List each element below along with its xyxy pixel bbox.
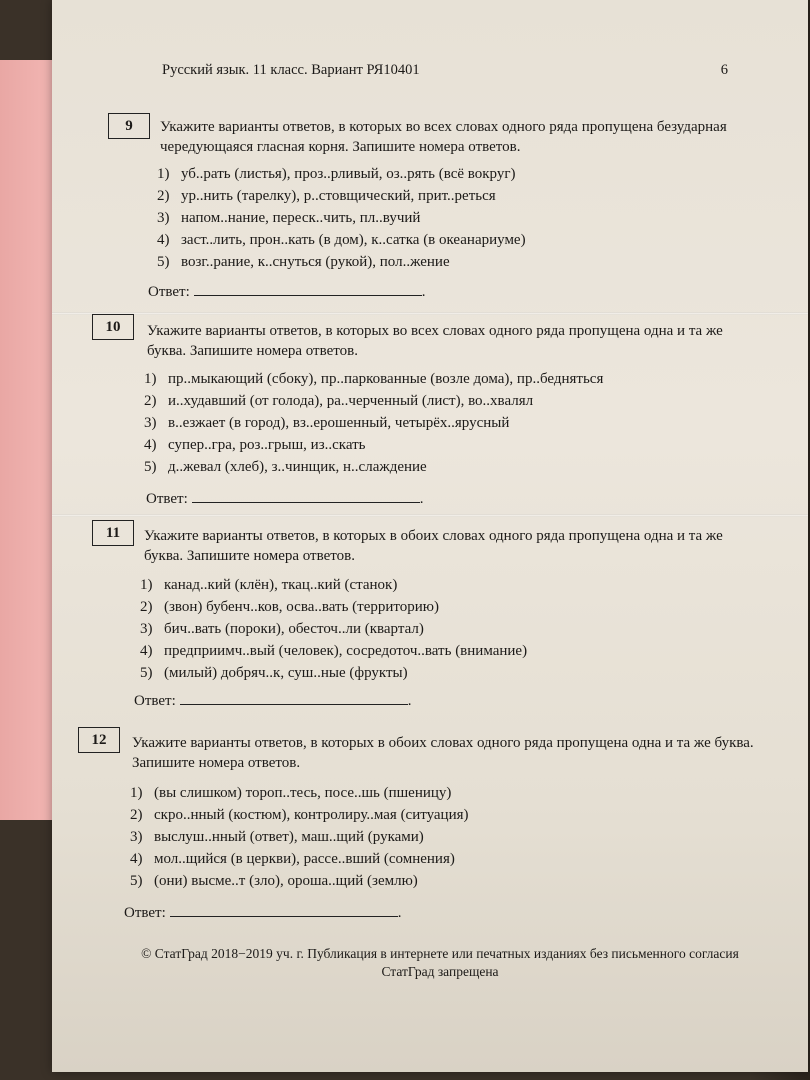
option-item: 4) заст..лить, прон..кать (в дом), к..сатка (в океанариуме) [157, 232, 526, 248]
copyright-footer: © СтатГрад 2018−2019 уч. г. Публикация в интернете или печатных изданиях без письменного согласия СтатГрад запрещена [141, 946, 739, 979]
answer-label: Ответ: [146, 491, 188, 507]
answer-field[interactable]: Ответ: . [146, 488, 424, 508]
answer-line[interactable] [194, 281, 422, 296]
option-item: 1) (вы слишком) тороп..тесь, посе..шь (пшеницу) [130, 785, 452, 801]
option-list [157, 163, 526, 273]
answer-field[interactable]: Ответ: . [124, 902, 402, 922]
task-number-box: 9 [108, 113, 150, 139]
answer-line[interactable] [192, 488, 420, 503]
option-item: 3) бич..вать (пороки), обесточ..ли (квартал) [140, 621, 424, 637]
task-question: Укажите варианты ответов, в которых во всех словах одного ряда пропущена одна и та же буква. Запишите номера ответов. [147, 323, 723, 359]
task-question: Укажите варианты ответов, в которых в обоих словах одного ряда пропущена одна и та же буква. Запишите номера ответов. [132, 735, 754, 771]
option-item: 5) возг..рание, к..снуться (рукой), пол..жение [157, 254, 450, 270]
option-item: 1) канад..кий (клён), ткац..кий (станок) [140, 577, 398, 593]
answer-field[interactable]: Ответ: . [134, 690, 412, 710]
option-item: 4) мол..щийся (в церкви), рассе..вший (сомнения) [130, 851, 455, 867]
page-title: Русский язык. 11 класс. Вариант РЯ10401 [162, 62, 420, 78]
answer-label: Ответ: [134, 693, 176, 709]
option-list [140, 574, 527, 684]
option-item: 2) и..худавший (от голода), ра..черченный (лист), во..хвалял [144, 393, 534, 409]
page-header [162, 62, 768, 79]
task-question: Укажите варианты ответов, в которых в обоих словах одного ряда пропущена одна и та же буква. Запишите номера ответов. [144, 528, 723, 564]
option-item: 2) (звон) бубенч..ков, осва..вать (территорию) [140, 599, 440, 615]
answer-line[interactable] [180, 690, 408, 705]
answer-label: Ответ: [148, 284, 190, 300]
option-item: 5) (милый) добряч..к, суш..ные (фрукты) [140, 665, 408, 681]
option-item: 3) напом..нание, переск..чить, пл..вучий [157, 210, 421, 226]
option-item: 2) ур..нить (тарелку), р..стовщический, прит..реться [157, 188, 496, 204]
option-list [144, 368, 603, 478]
option-item: 3) выслуш..нный (ответ), маш..щий (руками) [130, 829, 424, 845]
task-number-box: 12 [78, 727, 120, 753]
option-item: 4) супер..гра, роз..грыш, из..скать [144, 437, 366, 453]
option-item: 3) в..езжает (в город), вз..ерошенный, четырёх..ярусный [144, 415, 510, 431]
paper-fold [52, 312, 808, 315]
page-number: 6 [720, 62, 728, 78]
option-item: 5) (они) высме..т (зло), ороша..щий (землю) [130, 873, 418, 889]
option-item: 5) д..жевал (хлеб), з..чинщик, н..слаждение [144, 459, 427, 475]
answer-label: Ответ: [124, 905, 166, 921]
task-number-box: 11 [92, 520, 134, 546]
task-number-box: 10 [92, 314, 134, 340]
exam-page [52, 0, 808, 1072]
option-item: 1) пр..мыкающий (сбоку), пр..паркованные (возле дома), пр..бедняться [144, 371, 604, 387]
task-question: Укажите варианты ответов, в которых во всех словах одного ряда пропущена безударная чередующаяся гласная корня. Запишите номера ответов. [160, 119, 727, 155]
option-list [130, 782, 469, 892]
option-item: 1) уб..рать (листья), проз..рливый, оз..рять (всё вокруг) [157, 166, 516, 182]
answer-line[interactable] [170, 902, 398, 917]
option-item: 2) скро..нный (костюм), контролиру..мая (ситуация) [130, 807, 469, 823]
paper-fold [52, 514, 808, 517]
option-item: 4) предприимч..вый (человек), сосредоточ..вать (внимание) [140, 643, 528, 659]
answer-field[interactable]: Ответ: . [148, 281, 426, 301]
